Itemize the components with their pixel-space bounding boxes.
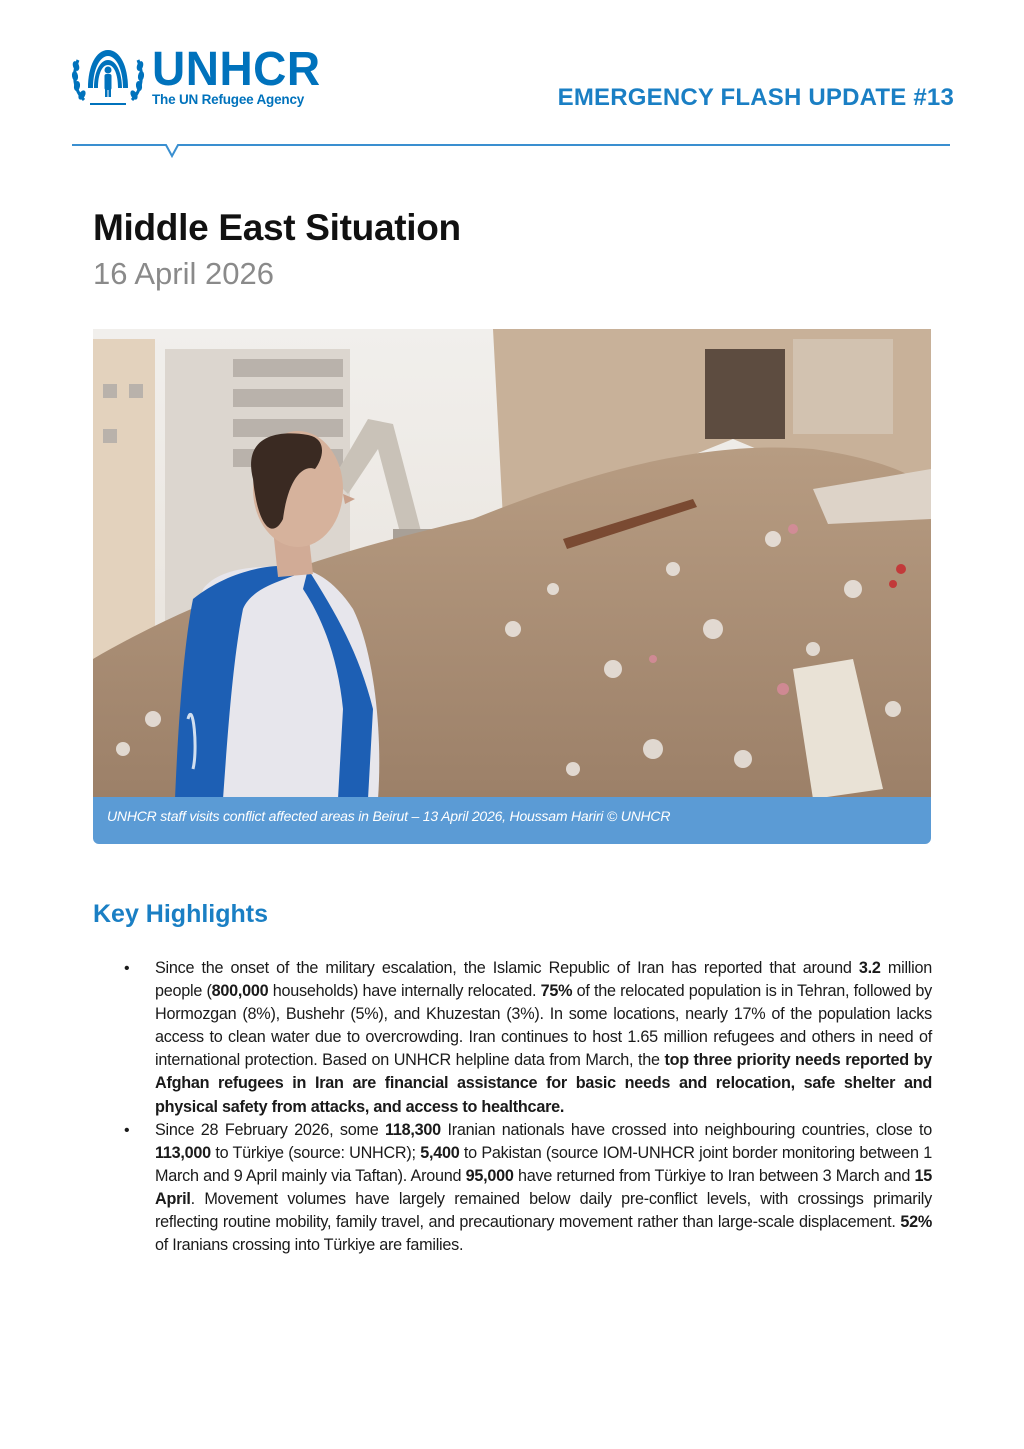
key-highlights-heading: Key Highlights <box>93 900 269 928</box>
highlight-emphasis: 95,000 <box>465 1166 514 1185</box>
key-highlights-list <box>118 957 932 1257</box>
highlight-text <box>155 1121 932 1254</box>
highlight-segment: of the relocated population is in Tehran, followed by Hormozgan (8%), Bushehr (5%), and Khuzestan (3%). In some locations, nearly 17% of the population lacks access to clean water due to overcrowding. Iran continues to host 1.65 million refugees and others in need of international protection. Based on UNHCR helpline data from March, the <box>155 982 932 1070</box>
photo-caption <box>93 797 931 844</box>
highlight-item <box>118 957 932 1119</box>
highlight-segment: Since the onset of the military escalation, the Islamic Republic of Iran has reported that around <box>155 959 859 977</box>
hero-photo-illustration <box>93 329 931 799</box>
highlight-emphasis: 75% <box>540 982 573 1001</box>
hero-photo <box>93 329 931 799</box>
logo-wordmark: UNHCR <box>152 40 321 95</box>
highlight-segment: Since 28 February 2026, some <box>155 1120 386 1139</box>
highlight-segment: Iranian nationals have crossed into neighbouring countries, close to <box>440 1120 932 1139</box>
highlight-segment: million people ( <box>155 959 933 1001</box>
highlight-emphasis: 113,000 <box>155 1143 211 1162</box>
photo-caption-text: UNHCR staff visits conflict affected areas in Beirut – 13 April 2026, Houssam Hariri © UNHCR <box>107 808 671 824</box>
highlight-emphasis: 15 April <box>155 1166 932 1208</box>
highlight-segment: households) have internally relocated. <box>268 982 541 1001</box>
highlight-segment: of Iranians crossing into Türkiye are families. <box>155 1236 464 1255</box>
highlight-emphasis: 3.2 <box>858 959 881 977</box>
highlight-emphasis: 5,400 <box>420 1143 460 1162</box>
logo-tagline: The UN Refugee Agency <box>152 91 305 107</box>
highlight-emphasis: 52% <box>900 1213 932 1232</box>
header-divider-right <box>186 144 950 146</box>
highlight-emphasis: top three priority needs reported by Afghan refugees in Iran are financial assistance for basic needs and relocation, safe shelter and physical safety from attacks, and access to healthcare. <box>155 1051 932 1116</box>
highlight-segment: to Türkiye (source: UNHCR); <box>210 1143 421 1162</box>
flash-update-title: EMERGENCY FLASH UPDATE #13 <box>557 84 954 111</box>
page-date: 16 April 2026 <box>93 256 274 291</box>
bullet-icon: • <box>124 960 130 977</box>
header-divider-notch-icon <box>152 142 188 162</box>
highlight-segment: . Movement volumes have largely remained below daily pre-conflict levels, with crossings primarily reflecting routine mobility, family travel, and precautionary movement rather than large-scale displacement. <box>155 1189 932 1232</box>
unhcr-logo <box>70 40 321 110</box>
unhcr-emblem-icon <box>70 44 146 110</box>
header-divider-left <box>72 144 154 146</box>
page-title: Middle East Situation <box>93 207 461 248</box>
highlight-emphasis: 118,300 <box>385 1120 441 1139</box>
highlight-segment: to Pakistan (source IOM-UNHCR joint border monitoring between 1 March and 9 April mainly via Taftan). Around <box>155 1143 932 1185</box>
highlight-segment: have returned from Türkiye to Iran between 3 March and <box>513 1166 915 1185</box>
bullet-icon: • <box>124 1121 130 1139</box>
highlight-text <box>155 959 932 1116</box>
highlight-item <box>118 1119 932 1258</box>
highlight-emphasis: 800,000 <box>211 982 269 1001</box>
